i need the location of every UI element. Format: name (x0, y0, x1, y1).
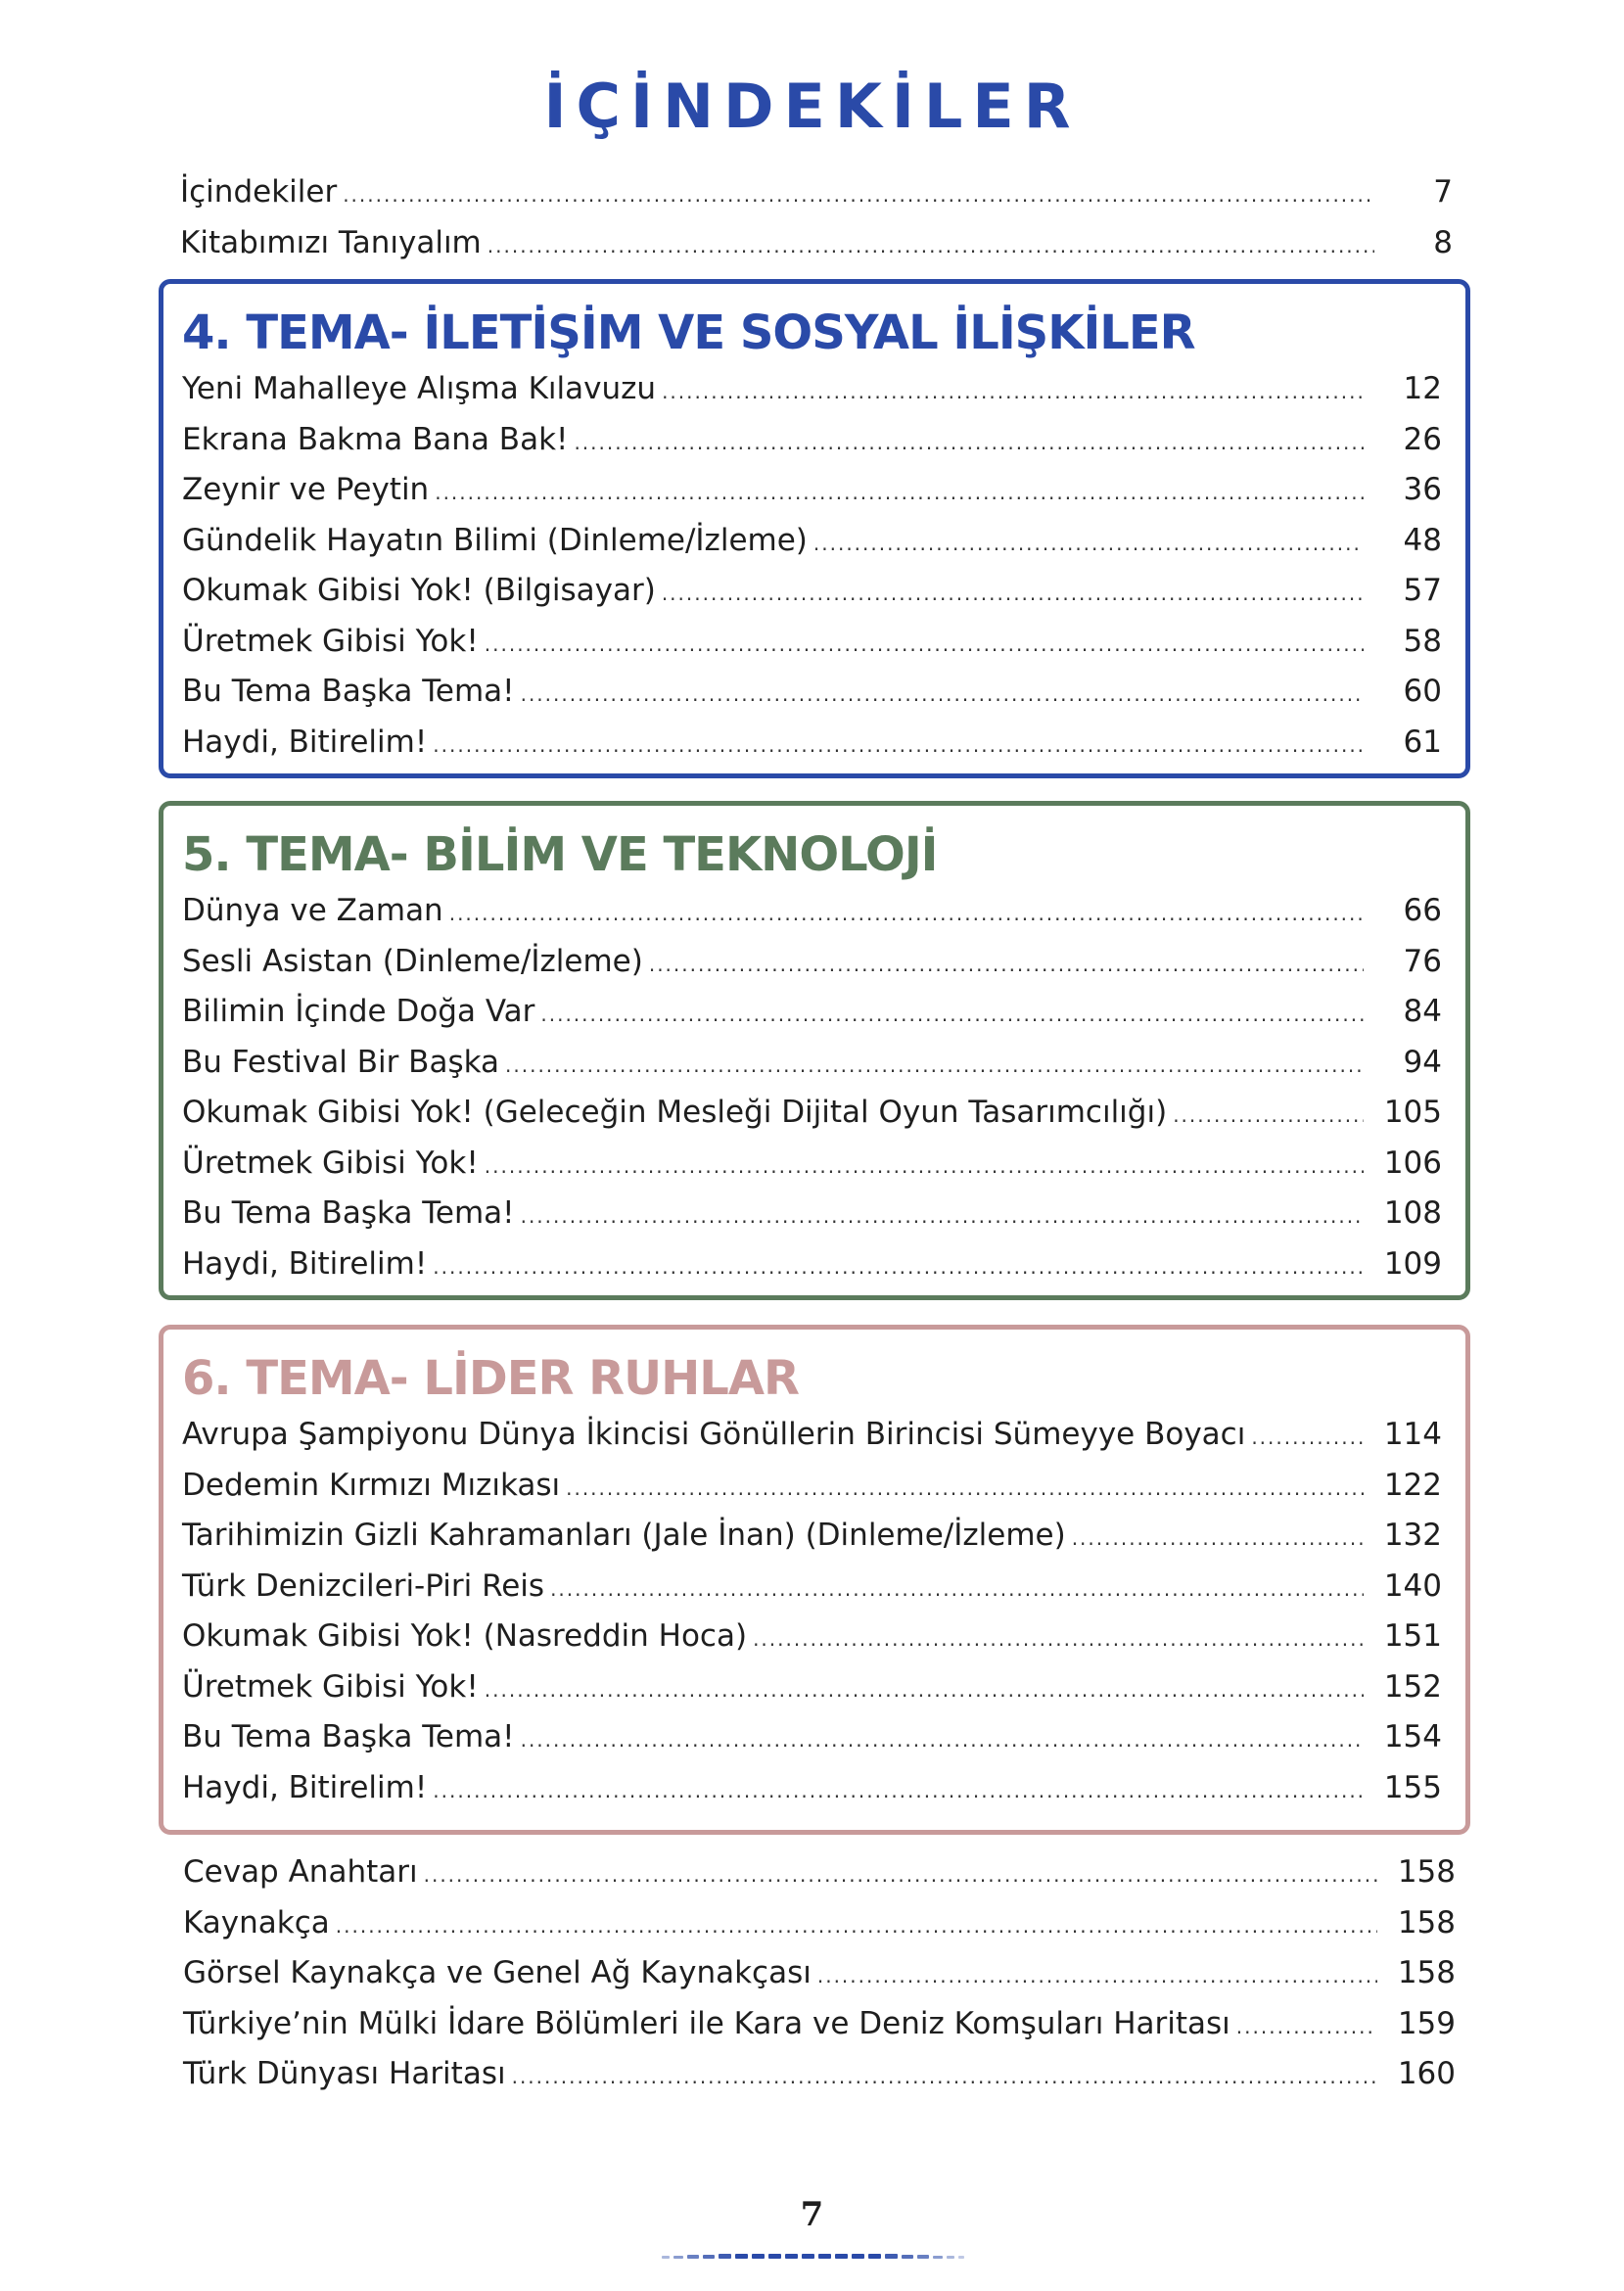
appendix-entries (183, 1847, 1456, 2100)
toc-entry-title: Yeni Mahalleye Alışma Kılavuzu (182, 371, 657, 406)
toc-entry-page: 154 (1383, 1719, 1442, 1754)
toc-entry[interactable] (182, 1239, 1442, 1290)
toc-entry[interactable] (182, 465, 1442, 516)
toc-entry-title: Zeynir ve Peytin (182, 472, 430, 507)
toc-entry-page: 58 (1403, 623, 1442, 659)
toc-entry-title: Üretmek Gibisi Yok! (182, 1145, 479, 1181)
toc-entry[interactable] (182, 886, 1442, 937)
toc-entry-page: 140 (1383, 1567, 1442, 1604)
toc-leader-dots (753, 1614, 1364, 1665)
toc-leader-dots (574, 418, 1364, 469)
toc-leader-dots (1072, 1514, 1364, 1565)
toc-entry[interactable] (182, 364, 1442, 415)
toc-leader-dots (662, 367, 1364, 418)
toc-entry-page: 36 (1403, 472, 1442, 507)
toc-entry-page: 60 (1403, 674, 1442, 709)
toc-entry-title: Cevap Anahtarı (183, 1854, 418, 1890)
toc-leader-dots (433, 721, 1364, 771)
toc-entry[interactable] (183, 1948, 1456, 1999)
toc-entry-page: 8 (1433, 224, 1453, 260)
toc-entry[interactable] (182, 1511, 1442, 1562)
toc-entry-title: Bu Tema Başka Tema! (182, 1719, 515, 1754)
toc-entry-title: Haydi, Bitirelim! (182, 724, 428, 760)
toc-entry-page: 105 (1383, 1095, 1442, 1130)
toc-leader-dots (521, 670, 1364, 721)
toc-entry[interactable] (182, 415, 1442, 466)
toc-entry-page: 84 (1403, 994, 1442, 1029)
toc-entry[interactable] (182, 516, 1442, 567)
toc-entry[interactable] (182, 1038, 1442, 1089)
toc-leader-dots (813, 519, 1364, 570)
toc-entry-page: 159 (1397, 2005, 1456, 2041)
toc-leader-dots (487, 221, 1374, 272)
toc-leader-dots (512, 2052, 1377, 2103)
toc-entry-title: Kaynakça (183, 1904, 330, 1940)
toc-entry[interactable] (182, 617, 1442, 668)
toc-entry-title: Sesli Asistan (Dinleme/İzleme) (182, 943, 643, 979)
toc-entry-title: Tarihimizin Gizli Kahramanları (Jale İnan) (Dinleme/İzleme) (182, 1518, 1066, 1553)
theme-5-section (159, 801, 1470, 1300)
toc-entry-title: Türk Denizcileri-Piri Reis (182, 1567, 545, 1604)
toc-entry-page: 26 (1403, 421, 1442, 457)
toc-leader-dots (505, 1041, 1364, 1092)
toc-entry[interactable] (180, 218, 1453, 269)
toc-entry-page: 108 (1383, 1195, 1442, 1231)
toc-entry-page: 158 (1397, 1904, 1456, 1940)
toc-entry[interactable] (182, 566, 1442, 617)
toc-leader-dots (485, 1142, 1364, 1192)
toc-leader-dots (540, 990, 1364, 1041)
theme-heading: 6. TEMA- LİDER RUHLAR (182, 1351, 799, 1406)
toc-entry-page: 114 (1383, 1417, 1442, 1452)
toc-leader-dots (817, 1951, 1377, 2002)
toc-entry-title: Haydi, Bitirelim! (182, 1245, 428, 1282)
toc-entry-page: 7 (1433, 174, 1453, 210)
page-title: İÇİNDEKİLER (543, 70, 1081, 142)
toc-entry[interactable] (180, 167, 1453, 218)
toc-leader-dots (485, 1665, 1364, 1716)
toc-entry-title: Dünya ve Zaman (182, 893, 443, 928)
toc-entry-page: 155 (1383, 1769, 1442, 1805)
toc-entry-title: Bu Tema Başka Tema! (182, 1195, 515, 1231)
toc-entry-title: Okumak Gibisi Yok! (Geleceğin Mesleği Dijital Oyun Tasarımcılığı) (182, 1095, 1168, 1130)
toc-entry-title: Okumak Gibisi Yok! (Nasreddin Hoca) (182, 1618, 748, 1654)
toc-entry-title: Gündelik Hayatın Bilimi (Dinleme/İzleme) (182, 522, 808, 558)
theme-4-section (159, 279, 1470, 778)
toc-entry-page: 106 (1383, 1145, 1442, 1181)
toc-leader-dots (433, 1766, 1364, 1817)
toc-entry-page: 109 (1383, 1245, 1442, 1282)
toc-entry[interactable] (182, 987, 1442, 1038)
toc-leader-dots (649, 940, 1364, 991)
toc-entry-page: 61 (1403, 724, 1442, 760)
page-number-ornament (662, 2252, 973, 2262)
toc-entry[interactable] (182, 1189, 1442, 1239)
toc-leader-dots (1236, 2002, 1377, 2053)
toc-entry[interactable] (182, 1662, 1442, 1713)
toc-leader-dots (485, 620, 1364, 671)
toc-entry[interactable] (182, 1139, 1442, 1190)
toc-entry-page: 152 (1383, 1668, 1442, 1705)
toc-entry-page: 122 (1383, 1467, 1442, 1503)
toc-entry[interactable] (182, 1763, 1442, 1814)
toc-entry-page: 48 (1403, 522, 1442, 558)
toc-leader-dots (435, 468, 1364, 519)
toc-entry-title: Bu Festival Bir Başka (182, 1044, 500, 1080)
toc-entry-title: Dedemin Kırmızı Mızıkası (182, 1467, 561, 1503)
toc-entry-page: 132 (1383, 1518, 1442, 1553)
toc-entry[interactable] (183, 1898, 1456, 1949)
toc-leader-dots (433, 1242, 1364, 1293)
toc-entry-title: Okumak Gibisi Yok! (Bilgisayar) (182, 573, 656, 608)
toc-entry[interactable] (182, 937, 1442, 988)
toc-entry-page: 151 (1383, 1618, 1442, 1654)
toc-leader-dots (343, 170, 1374, 221)
toc-entry-page: 76 (1403, 943, 1442, 979)
toc-entry-page: 57 (1403, 573, 1442, 608)
toc-entry-title: Üretmek Gibisi Yok! (182, 623, 479, 659)
toc-leader-dots (1251, 1413, 1364, 1464)
toc-entry[interactable] (182, 1612, 1442, 1662)
toc-entry-page: 94 (1403, 1044, 1442, 1080)
toc-entry-page: 12 (1403, 371, 1442, 406)
toc-leader-dots (521, 1192, 1364, 1242)
toc-leader-dots (662, 569, 1364, 620)
toc-entry-title: Üretmek Gibisi Yok! (182, 1668, 479, 1705)
toc-entry-title: İçindekiler (180, 174, 338, 210)
ornament-dashes (662, 2254, 964, 2259)
toc-entry-page: 160 (1397, 2056, 1456, 2091)
intro-entries (180, 167, 1453, 268)
toc-entry[interactable] (183, 1999, 1456, 2050)
theme-6-section (159, 1325, 1470, 1835)
page-number: 7 (800, 2195, 824, 2234)
toc-entry-page: 158 (1397, 1955, 1456, 1990)
toc-entry[interactable] (182, 1088, 1442, 1139)
toc-entry[interactable] (182, 667, 1442, 718)
toc-entry-title: Ekrana Bakma Bana Bak! (182, 421, 569, 457)
toc-leader-dots (1173, 1091, 1364, 1142)
theme-heading: 4. TEMA- İLETİŞİM VE SOSYAL İLİŞKİLER (182, 305, 1195, 360)
theme-heading: 5. TEMA- BİLİM VE TEKNOLOJİ (182, 827, 938, 882)
toc-leader-dots (449, 889, 1364, 940)
toc-entry[interactable] (182, 1712, 1442, 1763)
toc-entry-title: Haydi, Bitirelim! (182, 1769, 428, 1805)
toc-entry-title: Bilimin İçinde Doğa Var (182, 994, 535, 1029)
toc-leader-dots (424, 1850, 1377, 1901)
toc-leader-dots (521, 1715, 1364, 1766)
toc-entry-title: Türkiye’nin Mülki İdare Bölümleri ile Kara ve Deniz Komşuları Haritası (183, 2005, 1230, 2041)
toc-entry[interactable] (182, 1461, 1442, 1512)
toc-entry[interactable] (182, 718, 1442, 769)
toc-leader-dots (336, 1901, 1377, 1952)
toc-entry[interactable] (182, 1562, 1442, 1613)
toc-entry-page: 158 (1397, 1854, 1456, 1890)
toc-entry-title: Görsel Kaynakça ve Genel Ağ Kaynakçası (183, 1955, 812, 1990)
toc-leader-dots (550, 1565, 1364, 1615)
toc-entry[interactable] (183, 2049, 1456, 2100)
toc-entry-title: Türk Dünyası Haritası (183, 2056, 506, 2091)
toc-entry-title: Kitabımızı Tanıyalım (180, 224, 482, 260)
toc-leader-dots (566, 1464, 1364, 1515)
toc-entry[interactable] (182, 1410, 1442, 1461)
toc-entry-title: Avrupa Şampiyonu Dünya İkincisi Gönüllerin Birincisi Sümeyye Boyacı (182, 1417, 1246, 1452)
toc-entry[interactable] (183, 1847, 1456, 1898)
toc-entry-page: 66 (1403, 893, 1442, 928)
toc-entry-title: Bu Tema Başka Tema! (182, 674, 515, 709)
